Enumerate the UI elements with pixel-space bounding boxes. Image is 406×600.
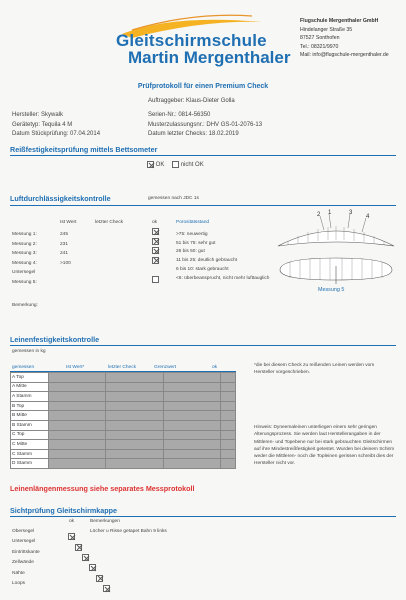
company-email: Mail: info@flugschule-mergenthaler.de [300, 52, 389, 58]
leinen-col: ok [212, 365, 218, 370]
sicht-row-label: Nähte [12, 570, 25, 576]
logo-text-line1: Gleitschirmschule [116, 31, 267, 50]
sicht-col-bemerkungen: Bemerkungen [90, 519, 120, 524]
point-label: 4 [366, 214, 370, 220]
reiss-notok-checkbox[interactable] [172, 161, 179, 168]
luft-gemessen-nach: gemessen nach JDC 1s [148, 196, 199, 201]
sicht-row-remark: Löcher u Risse getapet Bahn 9 links [90, 529, 167, 534]
table-row [11, 411, 236, 421]
hersteller: Hersteller: Skywalk [12, 112, 64, 118]
ist-wert-cell[interactable] [49, 420, 106, 430]
ist-wert-cell[interactable] [49, 392, 106, 402]
geraetetyp: Gerätetyp: Tequila 4 M [12, 122, 73, 128]
company-address [300, 17, 389, 60]
grenzwert-cell[interactable] [163, 382, 220, 392]
section-luft-title: Luftdurchlässigkeitskontrolle [10, 194, 111, 203]
leinen-row-label: A Mitte [11, 382, 49, 392]
scale-item: 6 bis 10: stark gebraucht [176, 266, 229, 272]
reiss-notok-label: nicht OK [180, 162, 204, 169]
point-label: 3 [349, 210, 353, 216]
table-row [11, 459, 236, 469]
luft-ok-checkbox[interactable] [152, 257, 159, 264]
sicht-ok-checkbox[interactable] [89, 564, 96, 571]
letzter-check-cell[interactable] [106, 401, 163, 411]
grenzwert-cell[interactable] [163, 440, 220, 450]
leinen-row-label: C Top [11, 430, 49, 440]
ist-wert-cell[interactable] [49, 401, 106, 411]
divider [10, 155, 396, 156]
leinen-row-label: C Stamm [11, 449, 49, 459]
seriennummer: Serien-Nr.: 0814-56350 [148, 112, 211, 118]
table-row [11, 430, 236, 440]
table-row [11, 449, 236, 459]
table-row [11, 382, 236, 392]
ist-wert-cell[interactable] [49, 411, 106, 421]
grenzwert-cell[interactable] [163, 411, 220, 421]
luft-checkboxes [152, 227, 159, 284]
table-row [11, 401, 236, 411]
luft-ok-checkbox[interactable] [152, 228, 159, 235]
company-phone: Tel.: 08321/9970 [300, 43, 339, 50]
leinen-ok-cell[interactable] [221, 440, 236, 450]
sicht-ok-checkbox[interactable] [82, 554, 89, 561]
sicht-row-label: Loops [12, 581, 26, 586]
point-label: 2 [317, 212, 321, 218]
sicht-row-label: Eintrittskante [12, 549, 40, 555]
ist-wert-cell[interactable] [49, 430, 106, 440]
reiss-ok-checkbox[interactable] [147, 161, 154, 168]
ist-wert-cell[interactable] [49, 459, 106, 469]
luft-col-istwert: Ist Wert [60, 220, 77, 225]
leinen-ok-cell[interactable] [221, 430, 236, 440]
letzter-check-cell[interactable] [106, 382, 163, 392]
logo-text-line2: Martin Mergenthaler [128, 48, 291, 67]
divider [10, 516, 396, 517]
leinen-ok-cell[interactable] [221, 459, 236, 469]
leinen-ok-cell[interactable] [221, 420, 236, 430]
luft-values [60, 230, 71, 268]
leinen-row-label: B Stamm [11, 420, 49, 430]
letzter-check-cell[interactable] [106, 430, 163, 440]
letzter-check-cell[interactable] [106, 373, 163, 383]
scale-item: 26 bis 50: gut [176, 249, 205, 255]
luft-row-label: Messung 2: [12, 241, 37, 247]
leinen-row-label: D Stamm [11, 459, 49, 469]
letzter-check-cell[interactable] [106, 440, 163, 450]
section-laengen-title: Leinenlängenmessung siehe separates Messprotokoll [10, 484, 195, 493]
leinen-hinweis: Hinweis: Dyneemaleinen unterliegen einem sehr geringen Alterungsprozess. Sie werden laut Herstellerangaben in der Mittleren- und Topebene nur bei stark gebrauchten Gleitschirmen auf ihre Mindestreißfestigkeit getestet. Wurden bei deinem Schirm weder die Mittleren- noch die Topleinen gerissen schreibt dies der Hersteller nicht vor. [254, 425, 395, 467]
sicht-row-label: Obersegel [12, 529, 35, 534]
scale-item: 11 bis 25: deutlich gebraucht [176, 258, 237, 264]
luft-row-value: >100 [60, 260, 71, 266]
document-title: Prüfprotokoll für einen Premium Check [137, 83, 269, 90]
luft-labels [12, 230, 37, 287]
grenzwert-cell[interactable] [163, 392, 220, 402]
luft-col-porositaet: Porositätsstand [176, 220, 210, 225]
sicht-row-label: Zellwände [12, 560, 34, 566]
section-leinen-title: Leinenfestigkeitskontrolle [10, 335, 100, 344]
grenzwert-cell[interactable] [163, 373, 220, 383]
leinen-ok-cell[interactable] [221, 401, 236, 411]
leinen-col: gemessen [12, 365, 35, 370]
leinen-note: *die bei diesem Check zu reißenden Leinen werden vom Hersteller vorgeschrieben. [254, 363, 375, 375]
sicht-ok-checkbox[interactable] [68, 533, 75, 540]
company-street: Hindelanger Straße 35 [300, 26, 353, 33]
company-city: 87527 Sonthofen [300, 35, 340, 41]
luft-bemerkung: Bemerkung: [12, 303, 38, 308]
grenzwert-cell[interactable] [163, 449, 220, 459]
leinen-row-label: A Top [11, 373, 49, 383]
divider [10, 345, 396, 346]
luft-row-label: Messung 1: [12, 232, 37, 237]
divider [10, 205, 396, 206]
luft-col-ok: ok [152, 220, 158, 225]
reiss-ok-label: OK [155, 162, 165, 169]
leinen-row-label: A Stamm [11, 392, 49, 402]
sicht-ok-checkbox[interactable] [103, 585, 110, 592]
luft-row-label: Messung 5: [12, 279, 37, 285]
luft-row-label: Untersegel [12, 270, 36, 275]
luft-col-letzter: letzter Check [95, 220, 123, 225]
table-row [11, 373, 236, 383]
company-name: Flugschule Mergenthaler GmbH [300, 18, 379, 24]
ist-wert-cell[interactable] [49, 449, 106, 459]
leinen-row-label: B Top [11, 401, 49, 411]
letzter-check-cell[interactable] [106, 392, 163, 402]
luft-ok-checkbox[interactable] [152, 238, 159, 245]
auftraggeber: Auftraggeber: Klaus-Dieter Golla [148, 98, 235, 104]
leinen-unit: gemessen in kg [12, 349, 46, 354]
ist-wert-cell[interactable] [49, 382, 106, 392]
grenzwert-cell[interactable] [163, 420, 220, 430]
letzter-check-cell[interactable] [106, 411, 163, 421]
scale-item: 51 bis 75: sehr gut [176, 240, 216, 246]
scale-item: >75: neuwertig [176, 232, 208, 237]
section-reissfestigkeit-title: Reißfestigkeitsprüfung mittels Bettsometer [10, 145, 158, 154]
letzter-check-cell[interactable] [106, 420, 163, 430]
ist-wert-cell[interactable] [49, 440, 106, 450]
datum-stueckpruefung: Datum Stückprüfung: 07.04.2014 [12, 131, 101, 137]
scale-item: <6: überbeansprucht, nicht mehr lufttauglich [176, 275, 270, 281]
leinen-ok-cell[interactable] [221, 392, 236, 402]
letzter-check-cell[interactable] [106, 449, 163, 459]
table-row [11, 392, 236, 402]
leinen-col: letzter Check [108, 365, 136, 370]
porositaet-scale [176, 231, 269, 283]
messung5-label: Messung 5 [318, 287, 345, 293]
luft-row-label: Messung 4: [12, 260, 37, 266]
leinen-row-label: B Mitte [11, 411, 49, 421]
point-label: 1 [328, 210, 332, 216]
leinen-ok-cell[interactable] [221, 373, 236, 383]
leinen-col: Ist Wert* [66, 365, 85, 370]
luft-row-label: Messung 3: [12, 251, 37, 256]
luft-ok-checkbox[interactable] [152, 276, 159, 283]
grenzwert-cell[interactable] [163, 401, 220, 411]
sicht-col-ok: ok [69, 519, 75, 524]
sicht-row-label: Untersegel [12, 539, 36, 545]
grenzwert-cell[interactable] [163, 459, 220, 469]
table-row [11, 440, 236, 450]
leinen-table [10, 372, 236, 469]
datum-letzter-check: Datum letzter Checks: 18.02.2019 [148, 131, 239, 137]
luft-row-value: 231 [60, 241, 69, 247]
reiss-ok-option[interactable] [147, 161, 204, 168]
luft-row-value: 241 [60, 251, 69, 256]
leinen-ok-cell[interactable] [221, 382, 236, 392]
ist-wert-cell[interactable] [49, 373, 106, 383]
glider-diagram [276, 208, 396, 288]
leinen-row-label: C Mitte [11, 440, 49, 450]
table-row [11, 420, 236, 430]
luft-ok-checkbox[interactable] [152, 247, 159, 254]
leinen-col: Grenzwert [154, 365, 177, 370]
letzter-check-cell[interactable] [106, 459, 163, 469]
leinen-ok-cell[interactable] [221, 449, 236, 459]
section-sicht-title: Sichtprüfung Gleitschirmkappe [10, 506, 118, 515]
leinen-ok-cell[interactable] [221, 411, 236, 421]
grenzwert-cell[interactable] [163, 430, 220, 440]
luft-row-value: 245 [60, 232, 69, 237]
sicht-ok-checkbox[interactable] [96, 575, 103, 582]
musterzulassung: Musterzulassungsnr.: DHV GS-01-2076-13 [148, 122, 263, 128]
sicht-ok-checkbox[interactable] [75, 544, 82, 551]
